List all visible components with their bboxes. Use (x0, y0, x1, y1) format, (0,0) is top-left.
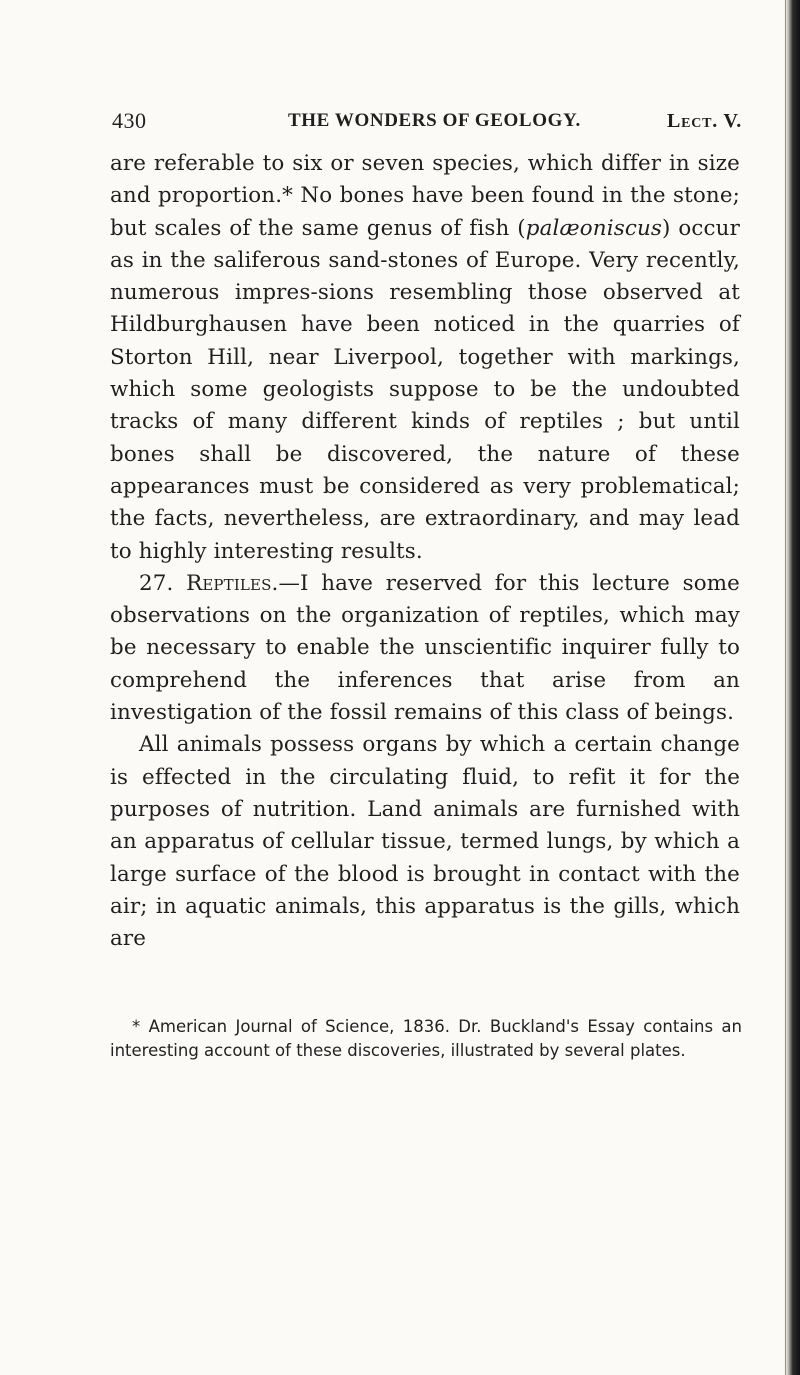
paragraph-1 (110, 148, 740, 568)
paragraph-3-text: All animals possess organs by which a certain change is effected in the circulating fluid, to refit it for the purposes of nutrition. Land animals are furnished with an apparatus of cellular tissue, termed lungs, by which a large surface of the blood is brought in contact with the air; in aquatic animals, this apparatus is the gills, which are (110, 732, 740, 952)
binding-line (785, 0, 786, 1375)
paragraph-1-text-b: ) occur as in the saliferous sand-stones of Europe. Very recently, numerous impres-sions resembling those observed at Hildburghausen have been noticed in the quarries of Storton Hill, near Liverpool, together with markings, which some geologists suppose to be the undoubted tracks of many different kinds of reptiles ; but until bones shall be discovered, the nature of these appearances must be considered as very problematical; the facts, nevertheless, are extraordinary, and may lead to highly interesting results. (110, 215, 740, 564)
page-number: 430 (112, 108, 147, 133)
lecture-label: Lect. V. (666, 110, 742, 132)
section-heading: Reptiles. (186, 570, 279, 596)
paragraph-2 (110, 568, 740, 729)
section-number: 27. (139, 570, 187, 596)
paragraph-1-italic-term: palæoniscus (525, 215, 663, 241)
paragraph-3 (110, 729, 740, 955)
footnote (110, 1015, 742, 1063)
body-text (110, 148, 740, 955)
page-header (112, 108, 744, 138)
page-binding-edge (784, 0, 800, 1375)
running-title: THE WONDERS OF GEOLOGY. (288, 110, 581, 131)
paragraph-2-text: —I have reserved for this lecture some observations on the organization of reptiles, which may be necessary to enable the unscientific inquirer fully to comprehend the inferences that arise from an investigation of the fossil remains of this class of beings. (110, 570, 740, 726)
paragraph-1-text-a: are referable to six or seven species, which differ in size and proportion.* No bones have been found in the stone; but scales of the same genus of fish ( (110, 151, 740, 241)
footnote-text: * American Journal of Science, 1836. Dr. Buckland's Essay contains an interesting account of these discoveries, illustrated by several plates. (110, 1017, 742, 1060)
